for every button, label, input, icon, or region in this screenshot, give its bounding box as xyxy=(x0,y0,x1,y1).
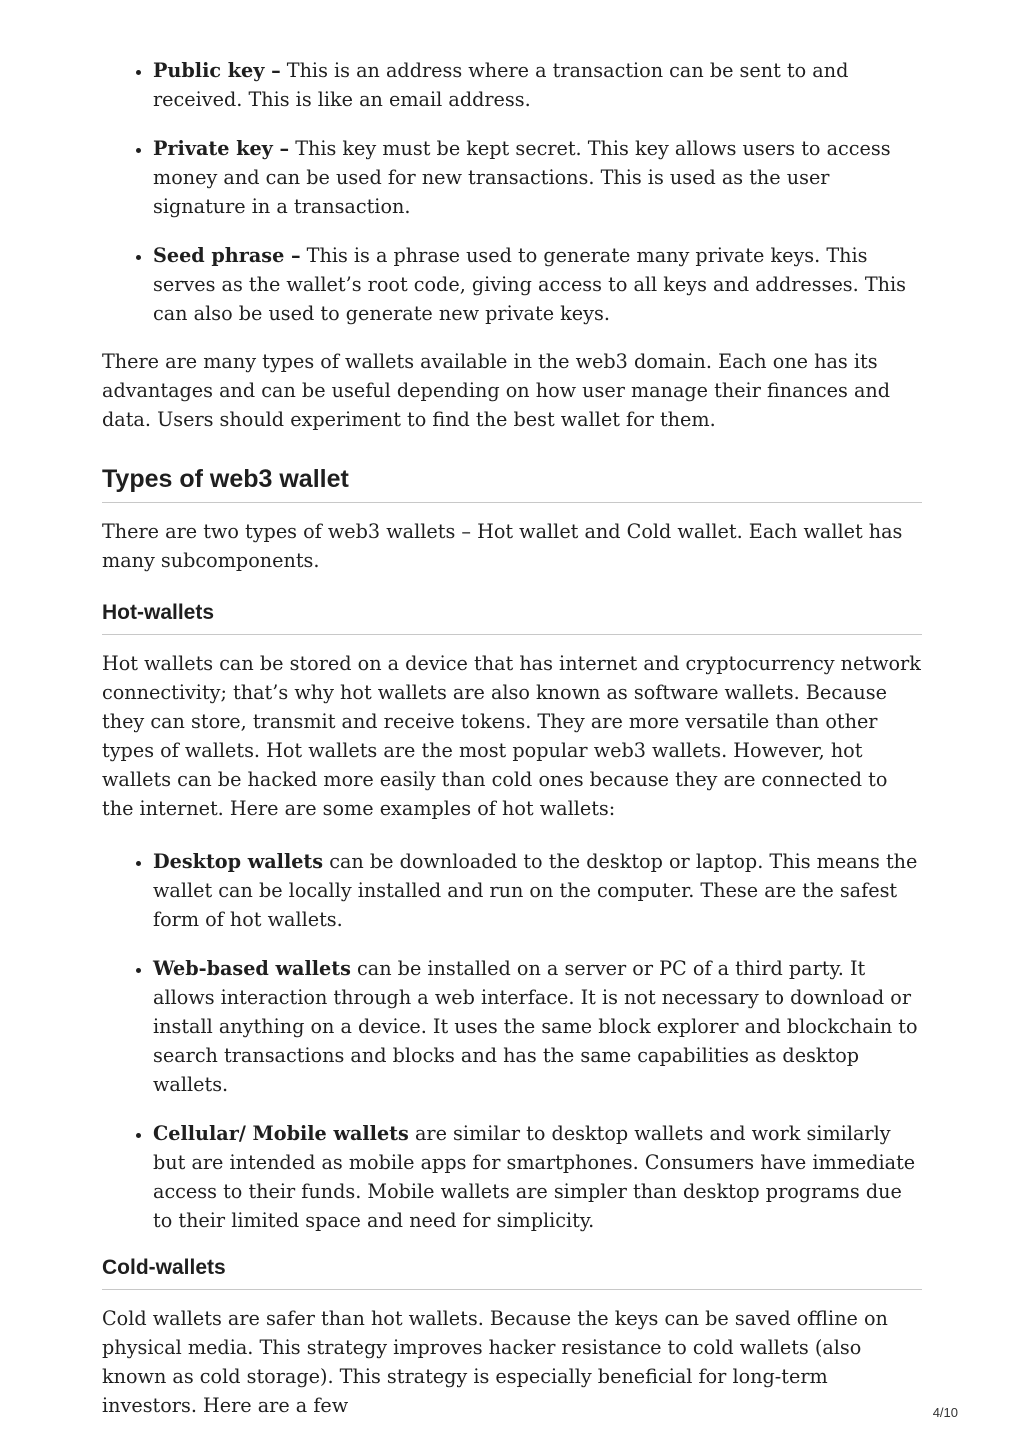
hot-wallets-paragraph: Hot wallets can be stored on a device that has internet and cryptocurrency network connectivity; that’s why hot wallets are also known as software wallets. Because they can store, transmit and receive tokens. They are more versatile than other types of wallets. Hot wallets are the most popular web3 wallets. However, hot wallets can be hacked more easily than cold ones because they are connected to the internet. Here are some examples of hot wallets: xyxy=(102,652,921,820)
list-item-public-key xyxy=(153,56,922,114)
list-item-private-key xyxy=(153,134,922,221)
list-item-web-based-wallets xyxy=(153,954,922,1099)
cold-wallets-heading: Cold-wallets xyxy=(102,1255,922,1290)
term-private-key: Private key – xyxy=(153,137,290,160)
list-item-desktop-wallets xyxy=(153,847,922,934)
term-seed-phrase: Seed phrase – xyxy=(153,244,301,267)
hot-wallet-list xyxy=(102,847,922,1235)
key-definition-list xyxy=(102,56,922,328)
definition-seed-phrase: This is a phrase used to generate many private keys. This serves as the wallet’s root code, giving access to all keys and addresses. This can also be used to generate new private keys. xyxy=(153,244,906,325)
term-mobile-wallets: Cellular/ Mobile wallets xyxy=(153,1122,409,1145)
term-desktop-wallets: Desktop wallets xyxy=(153,850,324,873)
page-number: 4/10 xyxy=(932,1405,958,1420)
list-item-seed-phrase xyxy=(153,241,922,328)
hot-wallets-heading: Hot-wallets xyxy=(102,600,922,635)
definition-private-key: This key must be kept secret. This key allows users to access money and can be used for new transactions. This is used as the user signature in a transaction. xyxy=(153,137,891,218)
intro-paragraph: There are many types of wallets available in the web3 domain. Each one has its advantages and can be useful depending on how user manage their finances and data. Users should experiment to find the best wallet for them. xyxy=(102,350,891,431)
document-page xyxy=(102,56,922,1439)
definition-web-based-wallets: can be installed on a server or PC of a third party. It allows interaction through a web interface. It is not necessary to download or install anything on a device. It uses the same block explorer and blockchain to search transactions and blocks and has the same capabilities as desktop wallets. xyxy=(153,957,918,1096)
term-public-key: Public key – xyxy=(153,59,281,82)
definition-mobile-wallets: are similar to desktop wallets and work similarly but are intended as mobile apps for smartphones. Consumers have immediate access to their funds. Mobile wallets are simpler than desktop programs due to their limited space and need for simplicity. xyxy=(153,1122,916,1232)
types-paragraph: There are two types of web3 wallets – Hot wallet and Cold wallet. Each wallet has many subcomponents. xyxy=(102,520,903,572)
term-web-based-wallets: Web-based wallets xyxy=(153,957,351,980)
cold-wallets-paragraph: Cold wallets are safer than hot wallets. Because the keys can be saved offline on physical media. This strategy improves hacker resistance to cold wallets (also known as cold storage). This strategy is especially beneficial for long-term investors. Here are a few xyxy=(102,1307,888,1417)
types-heading: Types of web3 wallet xyxy=(102,464,922,503)
definition-desktop-wallets: can be downloaded to the desktop or laptop. This means the wallet can be locally installed and run on the computer. These are the safest form of hot wallets. xyxy=(153,850,918,931)
list-item-mobile-wallets xyxy=(153,1119,922,1235)
definition-public-key: This is an address where a transaction can be sent to and received. This is like an email address. xyxy=(153,59,849,111)
